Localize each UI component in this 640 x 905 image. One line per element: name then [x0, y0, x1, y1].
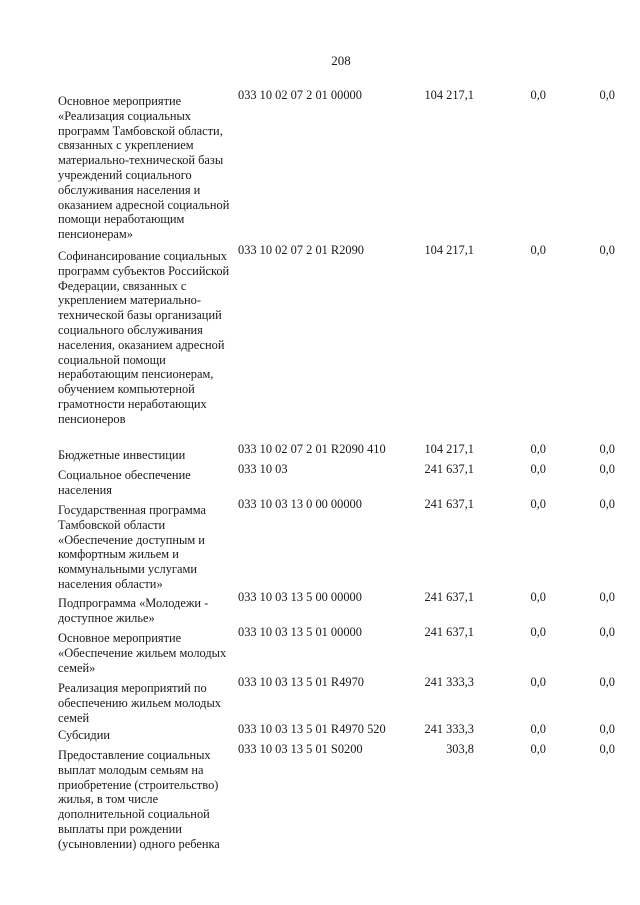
page-number: 208: [331, 53, 351, 68]
row-amount: 104 217,1: [424, 243, 474, 257]
row-amount: 241 637,1: [424, 497, 474, 511]
row-value-3: 0,0: [599, 442, 615, 456]
row-value-2: 0,0: [530, 462, 546, 476]
row-code: 033 10 02 07 2 01 R2090 410: [238, 442, 386, 456]
row-code: 033 10 03 13 5 00 00000: [238, 590, 362, 604]
row-name: Реализация мероприятий по обеспечению жильем молодых семей: [58, 681, 221, 725]
row-value-3: 0,0: [599, 625, 615, 639]
row-value-3: 0,0: [599, 497, 615, 511]
row-value-2: 0,0: [530, 590, 546, 604]
row-value-3: 0,0: [599, 88, 615, 102]
row-name: Подпрограмма «Молодежи - доступное жилье»: [58, 596, 209, 625]
row-value-3: 0,0: [599, 722, 615, 736]
row-code: 033 10 03: [238, 462, 288, 476]
row-name: Основное мероприятие «Обеспечение жильем молодых семей»: [58, 631, 227, 675]
row-value-3: 0,0: [599, 590, 615, 604]
row-value-2: 0,0: [530, 675, 546, 689]
row-code: 033 10 03 13 5 01 S0200: [238, 742, 363, 756]
row-value-3: 0,0: [599, 462, 615, 476]
row-value-2: 0,0: [530, 625, 546, 639]
row-name: Государственная программа Тамбовской области «Обеспечение доступным и комфортным жильем и коммунальными услугами населения области»: [58, 503, 206, 591]
row-amount: 104 217,1: [424, 88, 474, 102]
row-name: Субсидии: [58, 728, 110, 742]
row-code: 033 10 03 13 5 01 R4970: [238, 675, 364, 689]
row-name: Основное мероприятие «Реализация социальных программ Тамбовской области, связанных с укреплением материально-технической базы учреждений социального обслуживания населения и оказанием адресной социальной помощи неработающим пенсионерам»: [58, 94, 230, 242]
row-code: 033 10 03 13 5 01 R4970 520: [238, 722, 386, 736]
row-amount: 241 333,3: [424, 722, 474, 736]
row-code: 033 10 03 13 0 00 00000: [238, 497, 362, 511]
row-value-2: 0,0: [530, 243, 546, 257]
row-value-3: 0,0: [599, 675, 615, 689]
row-value-3: 0,0: [599, 742, 615, 756]
row-code: 033 10 02 07 2 01 00000: [238, 88, 362, 102]
row-code: 033 10 02 07 2 01 R2090: [238, 243, 364, 257]
row-name: Предоставление социальных выплат молодым семьям на приобретение (строительство) жилья, в том числе дополнительной социальной выплаты при рождении (усыновлении) одного ребенка: [58, 748, 220, 851]
row-amount: 303,8: [446, 742, 474, 756]
row-name: Софинансирование социальных программ субъектов Российской Федерации, связанных с укреплением материально-технической базы организаций социального обслуживания населения, оказанием адресной социальной помощи неработающим пенсионерам, обучением компьютерной грамотности неработающих пенсионеров: [58, 249, 230, 426]
row-value-2: 0,0: [530, 742, 546, 756]
row-name: Бюджетные инвестиции: [58, 448, 186, 462]
row-value-3: 0,0: [599, 243, 615, 257]
row-name: Социальное обеспечение населения: [58, 468, 191, 497]
row-amount: 241 333,3: [424, 675, 474, 689]
row-value-2: 0,0: [530, 722, 546, 736]
row-value-2: 0,0: [530, 88, 546, 102]
row-amount: 241 637,1: [424, 625, 474, 639]
row-amount: 241 637,1: [424, 590, 474, 604]
row-amount: 104 217,1: [424, 442, 474, 456]
row-amount: 241 637,1: [424, 462, 474, 476]
row-value-2: 0,0: [530, 497, 546, 511]
row-code: 033 10 03 13 5 01 00000: [238, 625, 362, 639]
row-value-2: 0,0: [530, 442, 546, 456]
